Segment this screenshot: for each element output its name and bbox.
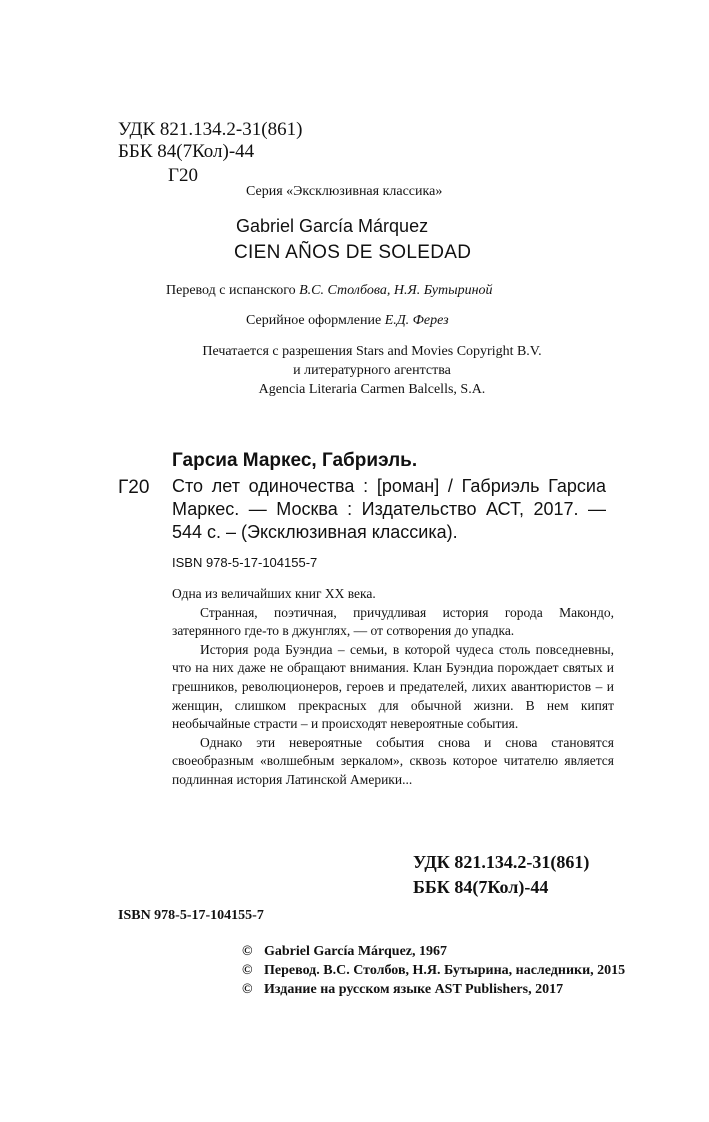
permission-line: и литературного агентства	[293, 363, 451, 378]
copyright-text: Издание на русском языке AST Publishers, 2017	[264, 982, 564, 997]
original-title: CIEN AÑOS DE SOLEDAD	[234, 242, 472, 263]
designer-name: Е.Д. Ферез	[384, 313, 449, 328]
copyright-line	[242, 980, 642, 999]
author-cutter-code: Г20	[168, 165, 198, 186]
copyright-line	[242, 961, 642, 980]
bottom-bbk-code: ББК 84(7Кол)-44	[413, 877, 549, 897]
bottom-isbn: ISBN 978-5-17-104155-7	[118, 908, 264, 923]
design-prefix: Серийное оформление	[246, 313, 382, 328]
annotation-paragraph: Одна из величайших книг XX века.	[172, 586, 376, 601]
copyright-block	[242, 942, 642, 999]
bbk-code: ББК 84(7Кол)-44	[118, 141, 255, 162]
catalog-isbn: ISBN 978-5-17-104155-7	[172, 555, 318, 570]
annotation-paragraph: Странная, поэтичная, причудливая история города Макондо, затерянного где-то в джунглях, — от сотворения до упадка.	[172, 604, 614, 639]
catalog-cutter-code: Г20	[118, 477, 150, 498]
design-credit	[246, 313, 449, 329]
translation-prefix: Перевод с испанского	[166, 283, 296, 298]
permission-notice	[112, 342, 632, 399]
copyright-line	[242, 942, 642, 961]
catalog-description: Сто лет одиночества : [роман] / Габриэль Гарсиа Маркес. — Москва : Издательство АСТ, 2017. — 544 с. – (Эксклюзивная классика).	[172, 476, 606, 542]
copyright-text: Gabriel García Márquez, 1967	[264, 944, 448, 959]
annotation-paragraph: Однако эти невероятные события снова и снова становятся своеобразным «волшебным зеркалом», сквозь которое читателю является подлинная история Латинской Америки...	[172, 734, 614, 787]
catalog-author: Гарсиа Маркес, Габриэль.	[172, 450, 418, 471]
copyright-symbol: ©	[242, 944, 253, 959]
book-annotation	[172, 585, 614, 790]
translator-names: В.С. Столбова, Н.Я. Бутыриной	[299, 283, 493, 298]
original-author: Gabriel García Márquez	[236, 216, 429, 236]
series-title: Серия «Эксклюзивная классика»	[246, 184, 443, 199]
permission-line: Печатается с разрешения Stars and Movies Copyright B.V.	[202, 344, 542, 359]
bottom-udk-code: УДК 821.134.2-31(861)	[413, 852, 590, 872]
annotation-paragraph: История рода Буэндиа – семьи, в которой чудеса столь повседневны, что на них даже не обращают внимания. Клан Буэндиа порождает святых и грешников, революционеров, героев и предателей, лихих авантюристов – и женщин, слишком прекрасных для обычной жизни. В нем кипят необычайные страсти – и происходят невероятные события.	[172, 641, 614, 732]
copyright-symbol: ©	[242, 982, 253, 997]
translation-credit	[166, 283, 493, 299]
copyright-text: Перевод. В.С. Столбов, Н.Я. Бутырина, наследники, 2015	[264, 963, 626, 978]
udk-code: УДК 821.134.2-31(861)	[118, 119, 303, 140]
copyright-symbol: ©	[242, 963, 253, 978]
permission-line: Agencia Literaria Carmen Balcells, S.A.	[258, 382, 486, 397]
